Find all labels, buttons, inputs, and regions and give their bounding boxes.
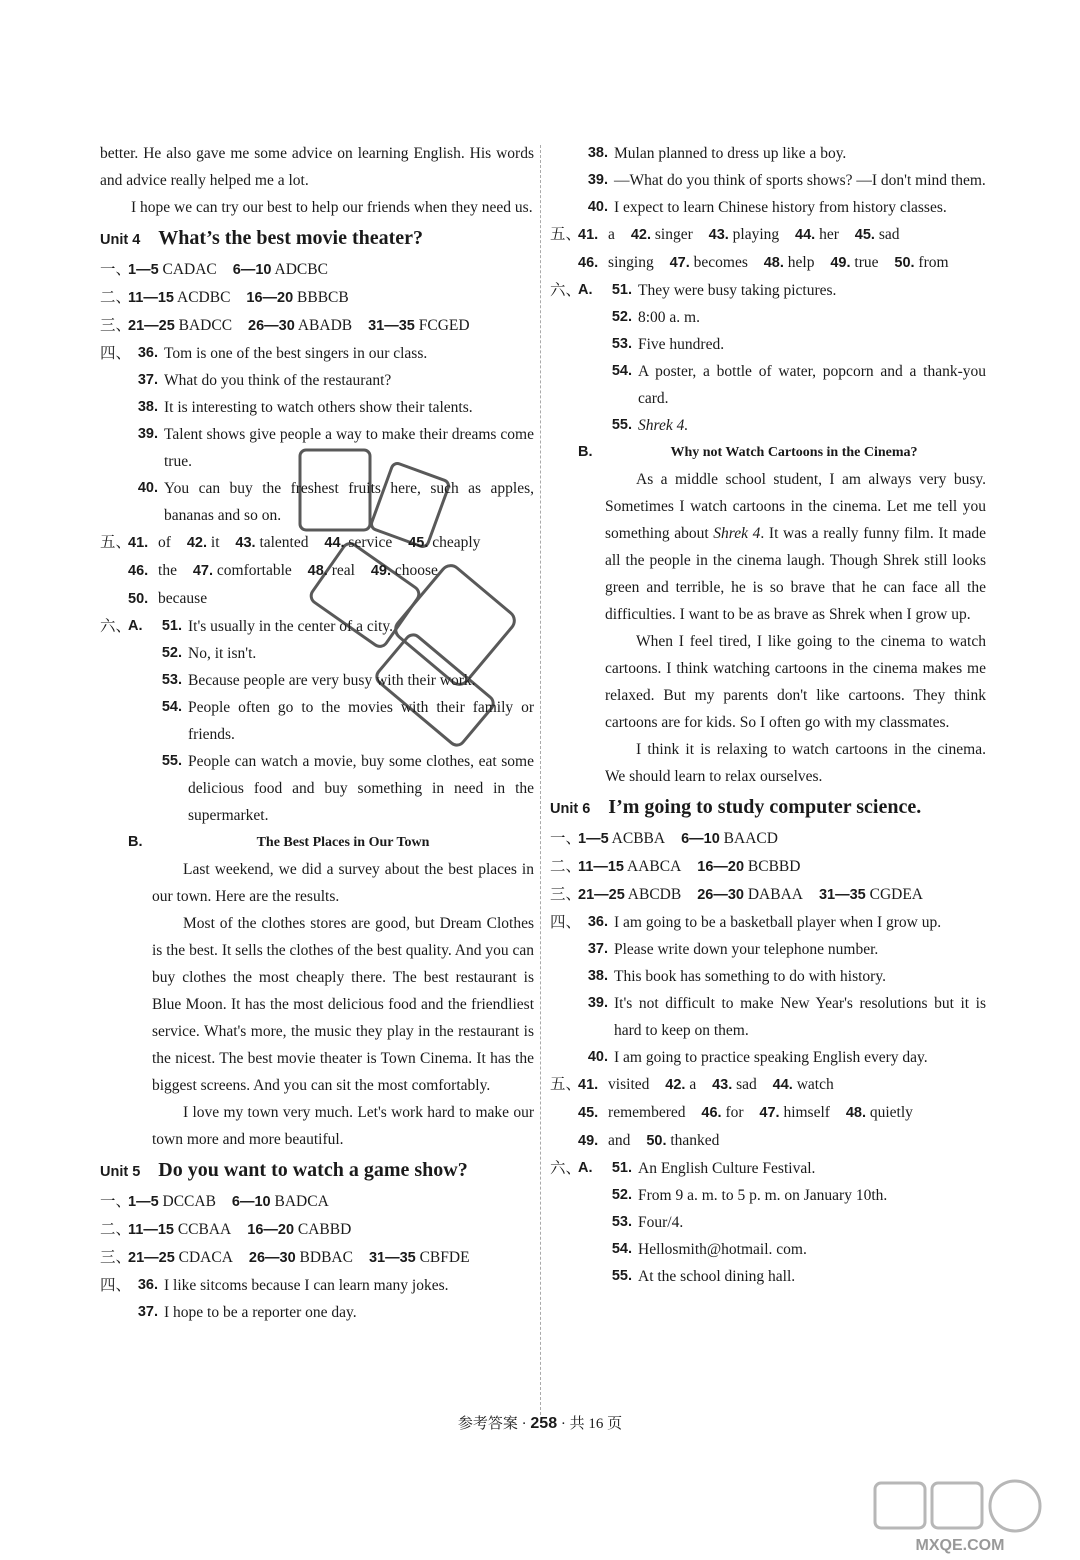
section-2-answers: 二、 11—15 CCBAA 16—20 CABBD (100, 1221, 352, 1238)
page-number: 258 (530, 1415, 558, 1432)
section-4-item: 四、 36. I like sitcoms because I can learn many jokes. (100, 1277, 449, 1294)
section-1-answers: 一、 1—5 CADAC 6—10 ADCBC (100, 261, 328, 278)
section-6-item: 52. From 9 a. m. to 5 p. m. on January 10th. (611, 1187, 888, 1204)
section-4-item: 38. It is interesting to watch others show their talents. (137, 399, 473, 416)
unit-5-title: Unit 5 Do you want to watch a game show? (100, 1159, 468, 1181)
section-6-item: 53. Because people are very busy with their work. (161, 672, 476, 689)
section-4-item: 39. It's not difficult to make New Year's resolutions but it is hard to keep on them. (587, 995, 986, 1039)
section-4-item: 37. I hope to be a reporter one day. (137, 1304, 357, 1321)
section-5-line: 五、 41. of 42. it 43. talented 44. service 45. cheaply (100, 534, 481, 551)
section-5-line: 五、 41. visited 42. a 43. sad 44. watch (550, 1076, 834, 1093)
paragraph: better. He also gave me some advice on learning English. His words and advice really helped me a lot. (100, 145, 534, 189)
section-4-item: 39. —What do you think of sports shows? —I don't mind them. (587, 172, 986, 189)
section-4-item: 40. You can buy the freshest fruits here, such as apples, bananas and so on. (137, 480, 534, 524)
section-5-line: 50. because (128, 590, 208, 607)
section-5-line: 49. and 50. thanked (578, 1132, 720, 1149)
section-6-item: 53. Five hundred. (611, 336, 725, 353)
section-4-item: 39. Talent shows give people a way to make their dreams come true. (137, 426, 534, 470)
section-6-item: 54. People often go to the movies with their family or friends. (161, 699, 534, 743)
page-footer: 参考答案 · 258 · 共 16 页 (457, 1415, 623, 1432)
article-title: Why not Watch Cartoons in the Cinema? (670, 445, 918, 460)
unit-4-title: Unit 4 What’s the best movie theater? (100, 227, 424, 249)
section-6-item: 54. Hellosmith@hotmail. com. (611, 1241, 807, 1258)
section-5-line: 46. singing 47. becomes 48. help 49. true 50. from (578, 254, 949, 271)
site-logo (870, 1478, 1050, 1558)
section-2-answers: 二、 11—15 AABCA 16—20 BCBBD (550, 858, 801, 875)
article-b-heading: B. The Best Places in Our Town (100, 829, 534, 856)
section-6-item: 53. Four/4. (611, 1214, 684, 1231)
section-6-item: 55. Shrek 4. (611, 417, 689, 434)
section-5-line: 五、 41. a 42. singer 43. playing 44. her 45. sad (550, 226, 900, 243)
article-body: Last weekend, we did a survey about the best places in our town. Here are the results. Most of the clothes stores are good, but Dream Clothes is the best. It sells the clothes of the best quality. And you can buy clothes the most cheaply there. The best restaurant is Blue Moon. It has the most delicious food and the friendliest service. What's more, the music they play in the restaurant is the nicest. The best movie theater is Town Cinema. It has the biggest screens. And you can sit the most comfortably. I love my town very much. Let's work hard to make our town more and more beautiful. (152, 861, 534, 1148)
section-4-item: 38. Mulan planned to dress up like a boy. (587, 145, 847, 162)
section-3-answers: 三、 21—25 BADCC 26—30 ABADB 31—35 FCGED (100, 317, 470, 334)
section-4-item: 37. What do you think of the restaurant? (137, 372, 392, 389)
section-6-item: 52. No, it isn't. (161, 645, 257, 662)
right-column (550, 140, 986, 1290)
column-divider (540, 145, 541, 1415)
section-6-item: 55. At the school dining hall. (611, 1268, 796, 1285)
section-4-item: 40. I expect to learn Chinese history from history classes. (587, 199, 947, 216)
section-4-item: 38. This book has something to do with history. (587, 968, 886, 985)
section-3-answers: 三、 21—25 CDACA 26—30 BDBAC 31—35 CBFDE (100, 1249, 470, 1266)
section-6-item: 六、 A. 51. They were busy taking pictures. (550, 282, 837, 299)
section-6-item: 55. People can watch a movie, buy some clothes, eat some delicious food and buy something in need in the supermarket. (161, 753, 534, 824)
section-2-answers: 二、 11—15 ACDBC 16—20 BBBCB (100, 289, 349, 306)
article-title: The Best Places in Our Town (256, 835, 430, 850)
section-4-item: 37. Please write down your telephone number. (587, 941, 879, 958)
article-body: As a middle school student, I am always very busy. Sometimes I watch cartoons in the cinema. Let me tell you something about Shrek 4. It was a really funny film. It made all the people in the cinema laugh. Though Shrek still looks green and terrible, he is so brave that he can face all the difficulties. I want to be as brave as Shrek when I grow up. When I feel tired, I like going to the cinema to watch cartoons. I think watching cartoons in the cinema makes me relaxed. But my parents don't like cartoons. They think cartoons are for kids. So I often go with my classmates. I think it is relaxing to watch cartoons in the cinema. We should learn to relax ourselves. (605, 471, 986, 785)
section-1-answers: 一、 1—5 ACBBA 6—10 BAACD (550, 830, 778, 847)
logo-url-text: MXQE.COM (915, 1537, 1005, 1554)
section-4-item: 40. I am going to practice speaking English every day. (587, 1049, 928, 1066)
section-6-item: 六、 A. 51. An English Culture Festival. (550, 1160, 816, 1177)
section-5-line: 45. remembered 46. for 47. himself 48. quietly (578, 1104, 913, 1121)
section-6-item: 六、 A. 51. It's usually in the center of a city. (100, 618, 393, 635)
section-6-item: 54. A poster, a bottle of water, popcorn and a thank-you card. (611, 363, 986, 407)
paragraph: I hope we can try our best to help our friends when they need us. (131, 199, 533, 216)
section-3-answers: 三、 21—25 ABCDB 26—30 DABAA 31—35 CGDEA (550, 886, 923, 903)
section-6-item: 52. 8:00 a. m. (611, 309, 700, 326)
section-4-item: 四、 36. I am going to be a basketball player when I grow up. (550, 914, 942, 931)
left-column (100, 140, 534, 1326)
unit-6-title: Unit 6 I’m going to study computer science. (550, 796, 922, 818)
article-b-heading: B. Why not Watch Cartoons in the Cinema? (550, 439, 986, 466)
section-5-line: 46. the 47. comfortable 48. real 49. choose (128, 562, 438, 579)
section-1-answers: 一、 1—5 DCCAB 6—10 BADCA (100, 1193, 329, 1210)
section-4-item: 四、 36. Tom is one of the best singers in our class. (100, 345, 428, 362)
